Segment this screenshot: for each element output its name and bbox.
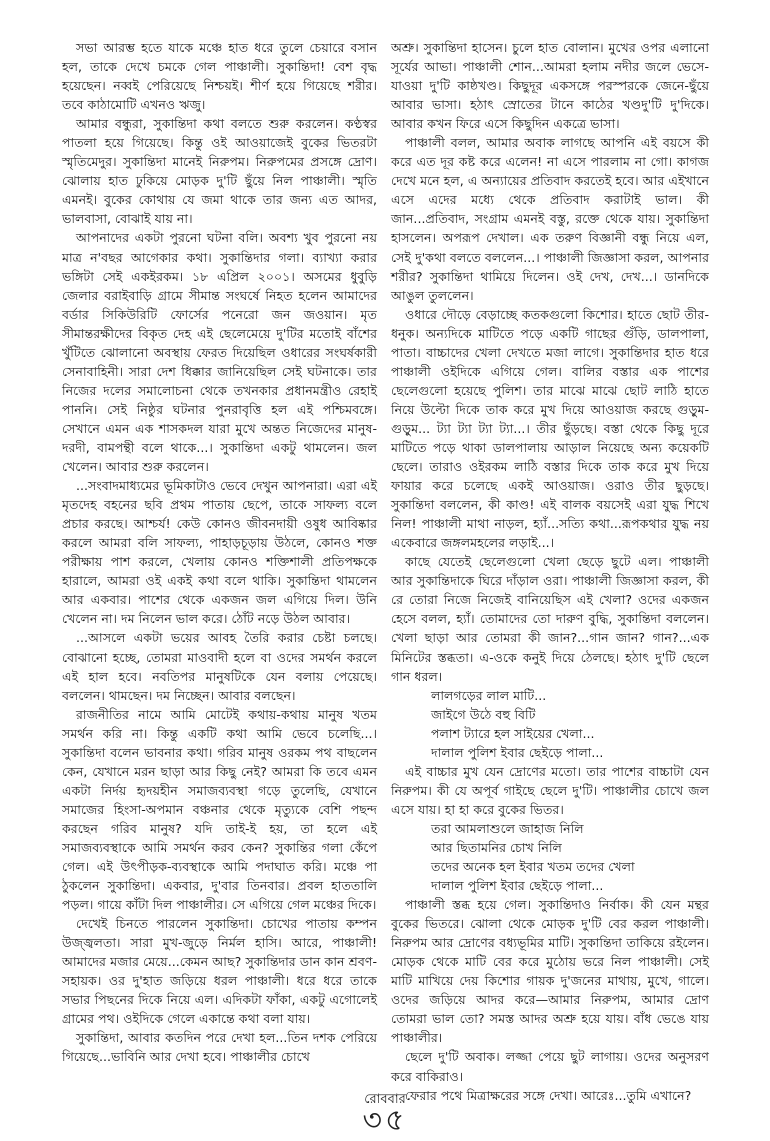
paragraph: ওধারে দৌড়ে বেড়াচ্ছে কতকগুলো কিশোর। হাতে ছোট তীর-ধনুক। অন্যদিকে মাটিতে পড়ে একটি গাছের গুঁড়ি, ডালপালা, পাতা। বাচ্চাদের খেলা দেখতে মজা লাগে। সুকান্তিদার হাত ধরে পাঞ্চালী ওইদিকে এগিয়ে গেল। বালির বস্তার এক পাশের ছেলেগুলো হয়েছে পুলিশ। তার মাঝে মাঝে ছোট লাঠি হাতে নিয়ে উল্টো দিকে তাক করে মুখ দিয়ে আওয়াজ করছে গুড়ুম-গুড়ুম... ট্যা ট্যা ট্যা ট্যা...। তীর ছুঁড়ছে। বস্তা থেকে কিছু দূরে মাটিতে পড়ে থাকা ডালপালায় আড়াল নিয়েছে অন্য কয়েকটি ছেলে। তারাও ওইরকম লাঠি বস্তার দিকে তাক করে মুখ দিয়ে ফায়ার করে চলেছে একই আওয়াজ। ওরাও তীর ছুড়ছে। সুকান্তিদা বললেন, কী কাণ্ড! এই বালক বয়সেই এরা যুদ্ধ শিখে নিল! পাঞ্চালী মাথা নাড়ল, হ্যাঁ...সত্যি কথা...রূপকথার যুদ্ধ নয় একেবারে জঙ্গলমহলের লড়াই...। — [391, 306, 709, 551]
paragraph: দেখেই চিনতে পারলেন সুকান্তিদা। চোখের পাতায় কম্পন উজ্জ্বলতা। সারা মুখ-জুড়ে নির্মল হাসি। আরে, পাঞ্চালী! আমাদের মজার মেয়ে...কেমন আছ? সুকান্তিদার ডান কান শ্রবণ-সহায়ক। ওর দু'হাত জড়িয়ে ধরল পাঞ্চালী। ধরে ধরে তাকে সভার পিছনের দিকে নিয়ে এল। এদিকটা ফাঁকা, একটু এগোলেই গ্রামের পথ। ওইদিকে গেলে একান্তে কথা বলা যায়। — [62, 916, 377, 1027]
paragraph: ফেরার পথে মিত্রাক্ষরের সঙ্গে দেখা। আরেঃ...তুমি এখানে? — [405, 1087, 692, 1103]
paragraph: ...সংবাদমাধ্যমের ভূমিকাটাও ভেবে দেখুন আপনারা। এরা এই মৃতদেহ বহনের ছবি প্রথম পাতায় ছেপে, তাকে সাফল্য বলে প্রচার করছে। আশ্চর্য! কেউ কোনও জীবনদায়ী ওষুধ আবিষ্কার করলে আমরা বলি সাফল্য, পাহাড়চূড়ায় উঠলে, কোনও শক্ত পরীক্ষায় পাশ করলে, খেলায় কোনও শক্তিশালী প্রতিপক্ষকে হারালে, আমরা ওই একই কথা বলে থাকি। সুকান্তিদা থামলেন আর একবার। পাশের থেকে একজন জল এগিয়ে দিল। উনি খেলেন না। দম নিলেন ভাল করে। ঠোঁট নড়ে উঠল আবার। — [62, 478, 377, 627]
paragraph: অশ্রু। সুকান্তিদা হাসেন। চুলে হাত বোলান। মুখের ওপর এলানো সূর্যের আভা। পাঞ্চালী শোন...আমরা হলাম নদীর জলে ভেসে-যাওয়া দু'টি কাষ্ঠখণ্ড। কিছুদূর একসঙ্গে পরস্পরকে জেনে-ছুঁয়ে আবার ভাসা। হঠাৎ স্রোতের টানে কাঠের খণ্ডদু'টি দু'দিকে। আবার কখন ফিরে এসে কিছুদিন একত্রে ভাসা। — [391, 40, 709, 132]
article-column-right — [391, 38, 709, 1105]
article-column-left — [62, 38, 377, 1067]
song-line: দালাল পুলিশ ইবার ছেইড়ে পালা... — [431, 744, 604, 760]
song-line: লালগড়ের লাল মাটি... — [431, 687, 547, 703]
paragraph: কাছে যেতেই ছেলেগুলো খেলা ছেড়ে ছুটে এল। পাঞ্চালী আর সুকান্তিদাকে ঘিরে দাঁড়াল ওরা। পাঞ্চালী জিজ্ঞাসা করল, কী রে তোরা নিজে নিজেই বানিয়েছিস এই খেলা? ওদের একজন হেসে বলল, হ্যাঁ। তোমাদের তো দারুণ বুদ্ধি, সুকান্তিদা বললেন। খেলা ছাড়া আর তোমরা কী জান?...গান জান? গান?...এক মিনিটের স্তব্ধতা। এ-ওকে কনুই দিয়ে ঠেলছে। হঠাৎ দু'টি ছেলে গান ধরল। — [391, 554, 709, 684]
magazine-name: রোববার — [364, 1092, 406, 1107]
paragraph: আপনাদের একটা পুরনো ঘটনা বলি। অবশ্য খুব পুরনো নয় মাত্র ন'বছর আগেকার কথা। সুকান্তিদার গলা। ব্যাখ্যা করার ভঙ্গিটা সেই একইরকম। ১৮ এপ্রিল ২০০১। অসমের ধুবুড়ি জেলার বরাইবাড়ি গ্রামে সীমান্ত সংঘর্ষে নিহত হলেন আমাদের বর্ডার সিকিউরিটি ফোর্সের পনেরো জন জওয়ান। মৃত সীমান্তরক্ষীদের বিকৃত দেহ এই ছেলেমেয়ে দু'টির মতোই বাঁশের খুঁটিতে ঝোলানো অবস্থায় ফেরত দিয়েছিল ওধারের সংঘর্ষকারী সেনাবাহিনী। সারা দেশ ধিক্কার জানিয়েছিল সেই ঘটনাকে। তার নিজের দলের সমালোচনা থেকে তখনকার প্রধানমন্ত্রীও রেহাই পাননি। সেই নিষ্ঠুর ঘটনার পুনরাবৃত্তি হল এই পশ্চিমবঙ্গে। সেখানে এমন এক শাসকদল যারা মুখে অন্তত নিজেদের মানুষ-দরদী, বামপন্থী বলে থাকে...। সুকান্তিদা একটু থামলেন। জল খেলেন। আবার শুরু করলেন। — [62, 230, 377, 475]
song-line: তদের অনেক হল ইবার খতম তদের খেলা — [431, 859, 635, 875]
song-line: তরা আমলাশুলে জাহাজ নিলি — [431, 820, 584, 836]
paragraph: এই বাচ্চার মুখ যেন দ্রোণের মতো। তার পাশের বাচ্চাটা যেন নিরুপম। কী যে অপূর্ব গাইছে ছেলে দু'টি। পাঞ্চালীর চোখে জল এসে যায়। হা হা করে বুকের ভিতর। — [391, 763, 709, 817]
paragraph: পাঞ্চালী স্তব্ধ হয়ে গেল। সুকান্তিদাও নির্বাক। কী যেন মন্থর বুকের ভিতরে। ঝোলা থেকে মোড়ক দু'টি বের করল পাঞ্চালী। নিরুপম আর দ্রোণের বধ্যভূমির মাটি। সুকান্তিদা তাকিয়ে রইলেন। মোড়ক থেকে মাটি বের করে মুঠোয় ভরে নিল পাঞ্চালী। সেই মাটি মাখিয়ে দেয় কিশোর গায়ক দু'জনের মাথায়, মুখে, গালে। ওদের জড়িয়ে আদর করে—আমার নিরুপম, আমার দ্রোণ তোমরা ভাল তো? সমস্ত আদর অশ্রু হয়ে যায়। বাঁধ ভেঙে যায় পাঞ্চালীর। — [391, 897, 709, 1046]
song-line: জাইগে উঠে বহু বিটি — [431, 706, 536, 722]
paragraph: সুকান্তিদা, আবার কতদিন পরে দেখা হল...তিন দশক পেরিয়ে গিয়েছে...ভাবিনি আর দেখা হবে। পাঞ্চালীর চোখে — [62, 1030, 377, 1065]
paragraph: রাজনীতির নামে আমি মোটেই কথায়-কথায় মানুষ খতম সমর্থন করি না। কিন্তু একটি কথা আমি ভেবে চলেছি...। সুকান্তিদা বলেন ভাবনার কথা। গরিব মানুষ ওরকম পথ বাছলেন কেন, যেখানে মরন ছাড়া আর কিছু নেই? আমরা কি তবে এমন একটা নির্দয় হৃদয়হীন সমাজব্যবস্থা গড়ে তুলেছি, যেখানে সমাজের হিংসা-অপমান বঞ্চনার থেকে মৃত্যুকে বেশি পছন্দ করছেন গরিব মানুষ? যদি তাই-ই হয়, তা হলে এই সমাজব্যবস্থাকে আমি সমর্থন করব কেন? সুকান্তির গলা কেঁপে গেল। এই উৎপীড়ক-ব্যবস্থাকে আমি পদাঘাত করি। মঞ্চে পা ঠুকলেন সুকান্তিদা। একবার, দু'বার তিনবার। প্রবল হাততালি পড়ল। গায়ে কাঁটা দিল পাঞ্চালীর। সে এগিয়ে গেল মঞ্চের দিকে। — [62, 706, 377, 913]
page-number: ৩৫ — [362, 1103, 408, 1138]
song-line: দালাল পুলিশ ইবার ছেইড়ে পালা... — [431, 878, 604, 894]
paragraph: ...আসলে একটা ভয়ের আবহ তৈরি করার চেষ্টা চলছে। বোঝানো হচ্ছে, তোমরা মাওবাদী হলে বা ওদের সমর্থন করলে এই হাল হবে। নবতিপর মানুষটিকে যেন বলায় পেয়েছে। বললেন। থামছেন। দম নিচ্ছেন। আবার বলছেন। — [62, 630, 377, 703]
paragraph: ছেলে দু'টি অবাক। লজ্জা পেয়ে ছুট লাগায়। ওদের অনুসরণ করে বাকিরাও। — [391, 1049, 709, 1084]
song-line: পলাশ ট্যারে হল সাইয়ের খেলা... — [431, 725, 595, 741]
song-line: আর ছিতামনির চোখ নিলি — [431, 839, 562, 855]
paragraph: আমার বন্ধুরা, সুকান্তিদা কথা বলতে শুরু করলেন। কণ্ঠস্বর পাতলা হয়ে গিয়েছে। কিন্তু ওই আওয়াজেই বুকের ভিতরটা স্মৃতিমেদুর। সুকান্তিদা মানেই নিরুপম। নিরুপমের প্রসঙ্গে দ্রোণ। ঝোলায় হাত ঢুকিয়ে মোড়ক দু'টি ছুঁয়ে নিল পাঞ্চালী। স্মৃতি এমনই। বুকের কোথায় যে জমা থাকে তার জন্য এত আদর, ভালবাসা, বোঝাই যায় না। — [62, 116, 377, 227]
paragraph: সভা আরম্ভ হতে যাকে মঞ্চে হাত ধরে তুলে চেয়ারে বসান হল, তাকে দেখে চমকে গেল পাঞ্চালী। সুকান্তিদা! বেশ বৃদ্ধ হয়েছেন। নব্বই পেরিয়েছে নিশ্চয়ই। শীর্ণ হয়ে গিয়েছে শরীর। তবে কাঠামোটি এখনও ঋজু। — [62, 40, 377, 113]
paragraph: পাঞ্চালী বলল, আমার অবাক লাগছে আপনি এই বয়সে কী করে এত দূর কষ্ট করে এলেন! না এসে পারলাম না গো। কাগজ দেখে মনে হল, এ অন্যায়ের প্রতিবাদ করতেই হবে। আর এইখানে এসে এদের মধ্যে থেকে প্রতিবাদ করাটাই ভাল। কী জান...প্রতিবাদ, সংগ্রাম এমনই বস্তু, রক্তে থেকে যায়। সুকান্তিদা হাসলেন। অপরূপ দেখাল। এক তরুণ বিজ্ঞানী বন্ধু নিয়ে এল, সেই দু'কথা বলতে বললেন...। পাঞ্চালী জিজ্ঞাসা করল, আপনার শরীর? সুকান্তিদা থামিয়ে দিলেন। ওই দেখ, দেখ...। ডানদিকে আঙুল তুললেন। — [391, 135, 709, 303]
